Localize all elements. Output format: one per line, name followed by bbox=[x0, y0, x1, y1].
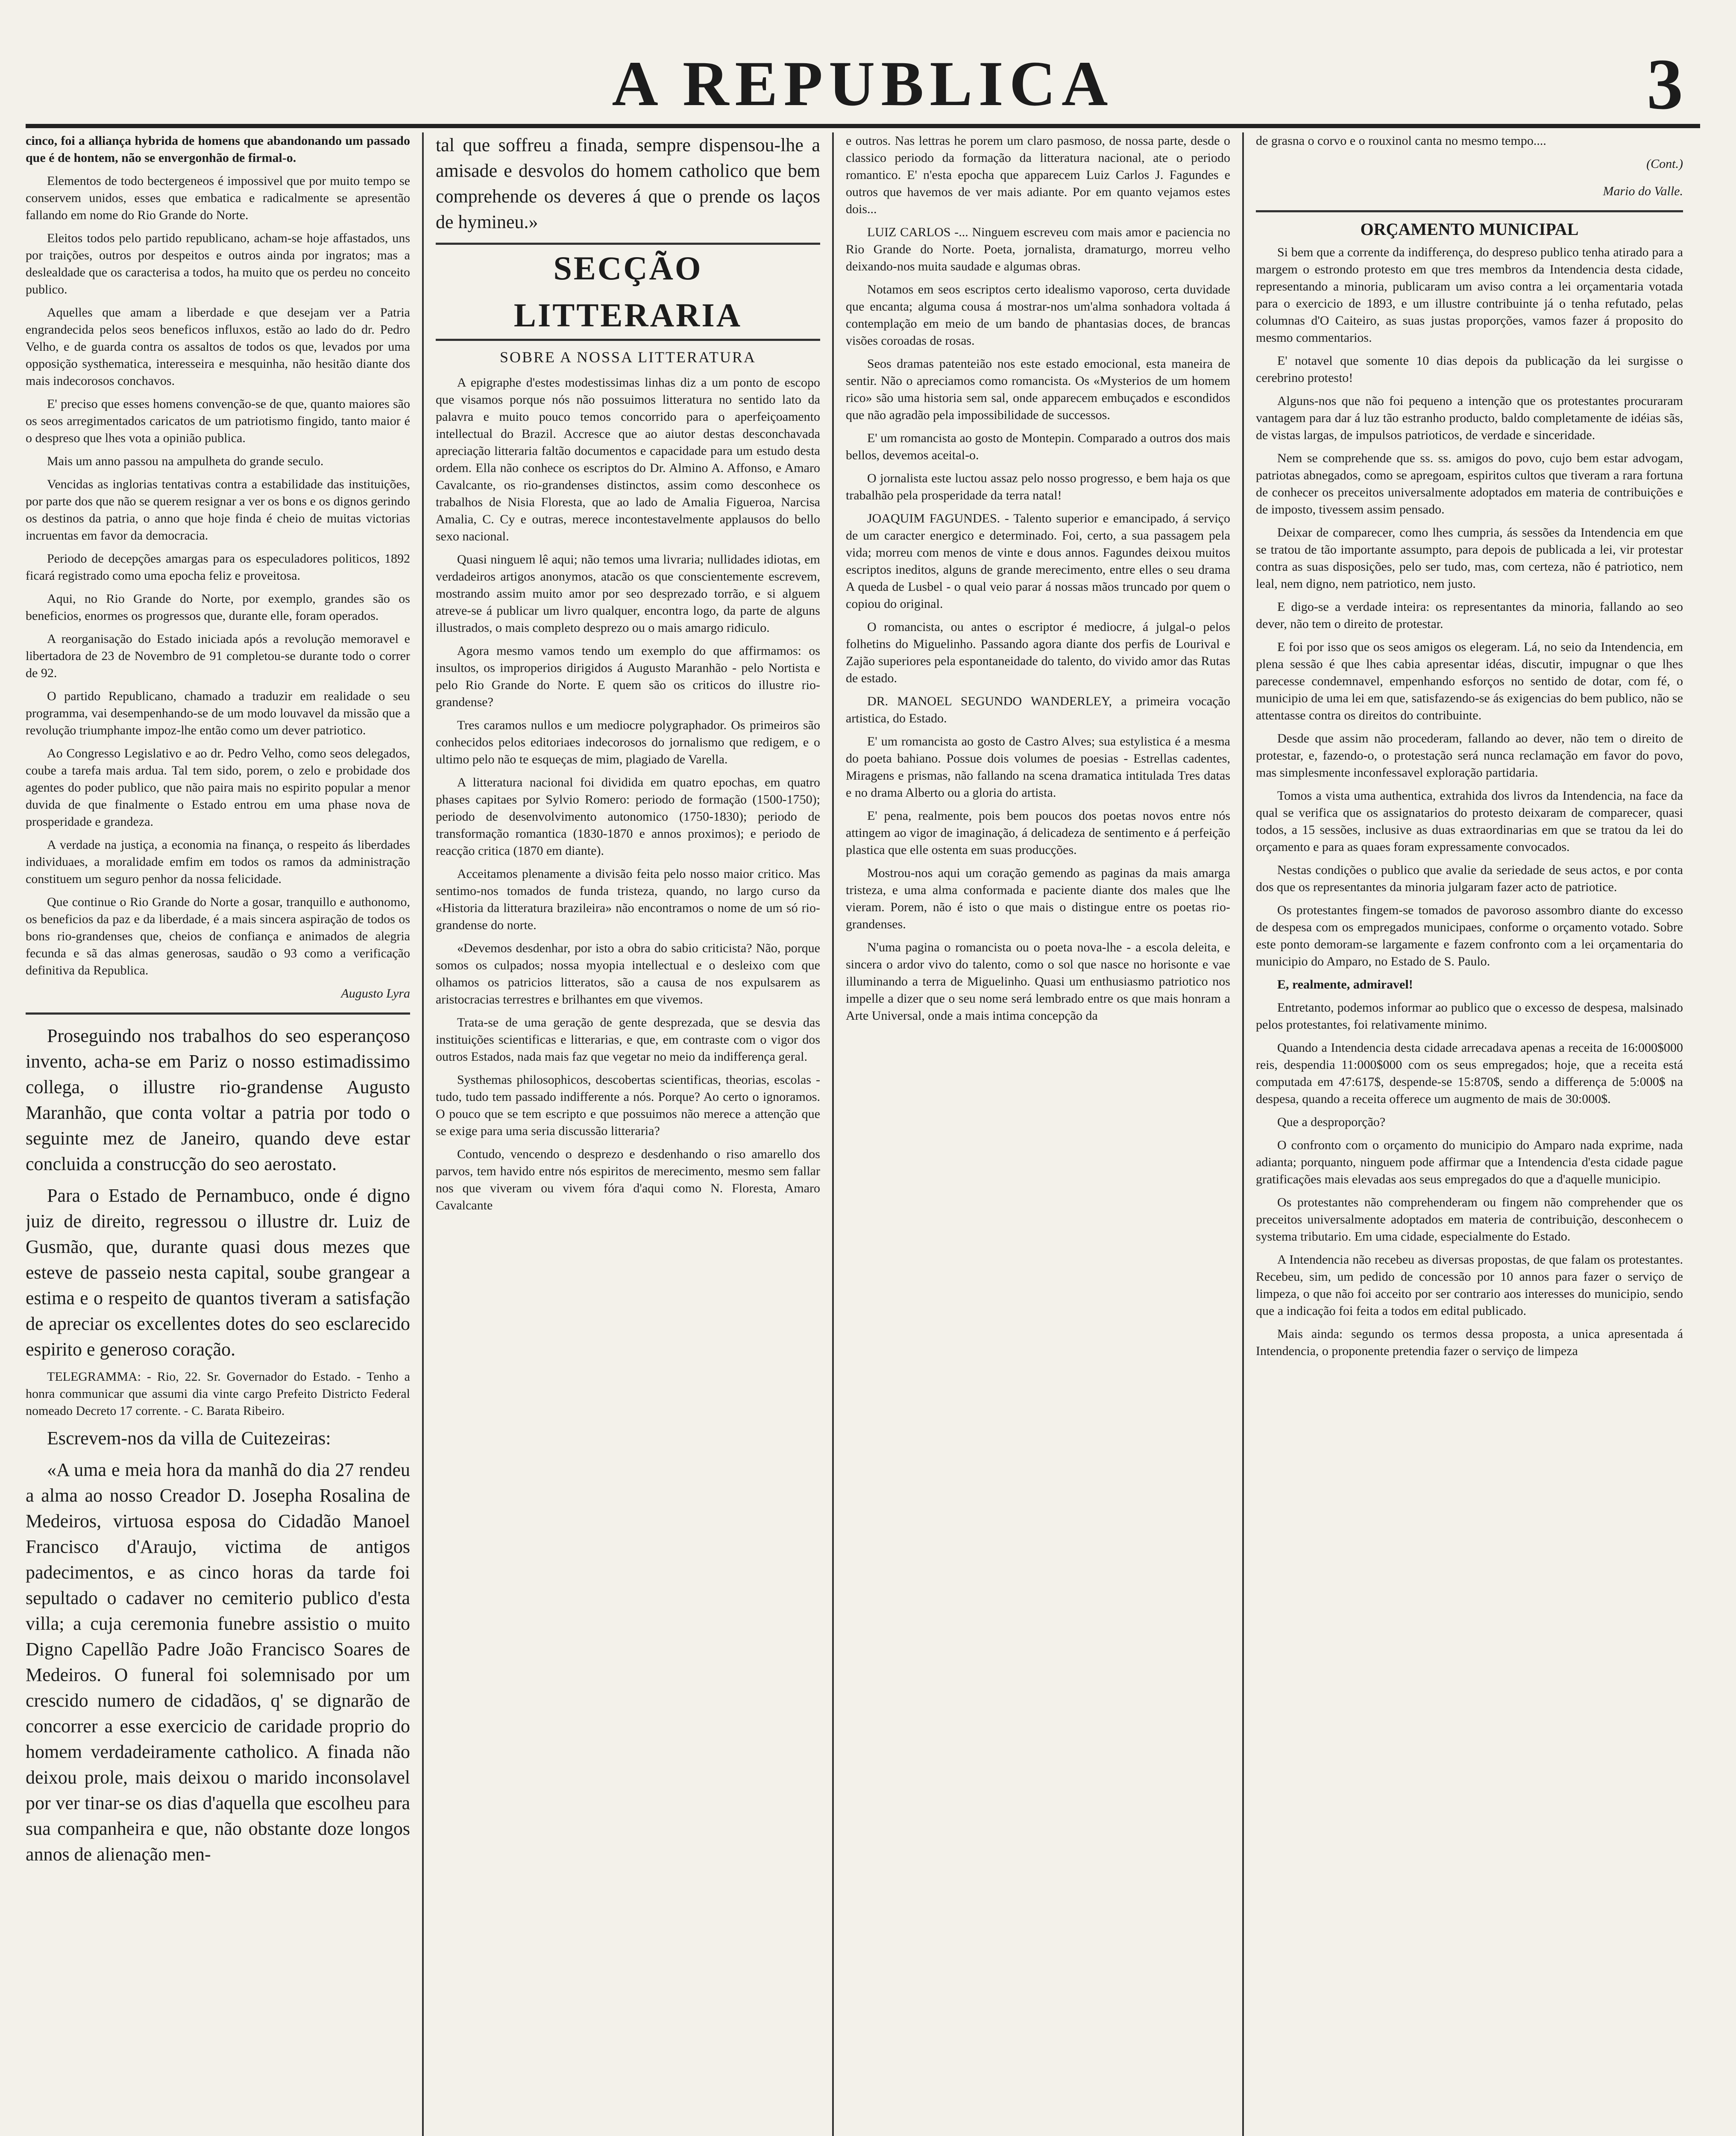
paragraph: Tomos a vista uma authentica, extrahida dos livros da Intendencia, na face da qual se verifica que os assignatarios do protesto deixaram de comparecer, quasi todos, a 15 sessões, inclusive as duas extraordinarias em que se tratou da lei do orçamento e para as quaes foram expressamente convocados. bbox=[1256, 789, 1683, 854]
paragraph: Mais ainda: segundo os termos dessa proposta, a unica apresentada á Intendencia, o proponente pretendia fazer o serviço de limpeza bbox=[1256, 1327, 1683, 1358]
divider bbox=[1256, 210, 1683, 212]
paragraph: Periodo de decepções amargas para os especuladores politicos, 1892 ficará registrado como uma epocha feliz e proveitosa. bbox=[26, 552, 410, 583]
paragraph: Desde que assim não procederam, fallando ao dever, não tem o direito de protestar, e, fazendo-o, o protestação será nunca reclamação em favor do povo, mas simplesmente inconfessavel exploração partidaria. bbox=[1256, 731, 1683, 780]
paragraph: E, realmente, admiravel! bbox=[1277, 977, 1413, 992]
paragraph: Quando a Intendencia desta cidade arrecadava apenas a receita de 16:000$000 reis, despendia 11:000$000 com os seus empregados; hoje, que a receita está computada em 47:617$, despende-se 15:870$, sendo a differença de 5:000$ na despesa, quando a receita offerece um augmento de mais de 30:000$. bbox=[1256, 1041, 1683, 1106]
paragraph: E' pena, realmente, pois bem poucos dos poetas novos entre nós attingem ao vigor de imaginação, á delicadeza de sentimento e á perfeição plastica que elle ostenta em suas producções. bbox=[846, 809, 1230, 857]
newspaper-title: A REPUBLICA bbox=[612, 48, 1114, 119]
paragraph: Eleitos todos pelo partido republicano, acham-se hoje affastados, uns por traições, outros por despeitos e outros ainda por ingratos; mas a deslealdade que os caracterisa a todos, ha muito que os perdeu no conceito publico. bbox=[26, 231, 410, 296]
paragraph: A epigraphe d'estes modestissimas linhas diz a um ponto de escopo que visamos porque nós não possuimos litteratura no sentido lato da palavra e muito pouco temos concorrido para o aperfeiçoamento intellectual do Brazil. Accresce que ao aiutor destas desconchavada apreciação litteraria faltão documentos e capacidade para um estudo desta ordem. Ella não conhece os escriptos do Dr. Almino A. Affonso, e Amaro Cavalcante, os rio-grandenses distinctos, assim como desconhece os trabalhos de Nisia Floresta, que ao lado de Amalia Figueroa, Narcisa Amalia, C. Cy e outras, merece incontestavelmente applausos do bello sexo nacional. bbox=[436, 376, 820, 543]
paragraph: E' um romancista ao gosto de Montepin. Comparado a outros dos mais bellos, devemos aceital-o. bbox=[846, 431, 1230, 462]
paragraph: Deixar de comparecer, como lhes cumpria, ás sessões da Intendencia em que se tratou de tão importante assumpto, para depois de publicada a lei, vir protestar contra as suas disposições, pelo ser tudo, mas, com certeza, não é patriotico, nem leal, nem digno, nem patriotico, nem justo. bbox=[1256, 525, 1683, 591]
paragraph: E' notavel que somente 10 dias depois da publicação da lei surgisse o cerebrino protesto! bbox=[1256, 354, 1683, 385]
paragraph: Nem se comprehende que ss. ss. amigos do povo, cujo bem estar advogam, patriotas abnegados, como se apregoam, espiritos cultos que tiveram a rara fortuna de conhecer os preceitos universalmente adoptados em materia de contribuições e de imposto, tivessem assim pensado. bbox=[1256, 451, 1683, 516]
paragraph: Alguns-nos que não foi pequeno a intenção que os protestantes procuraram vantagem para dar á luz tão estranho producto, baldo completamente de idéias sãs, de vistas largas, de impulsos patrioticos, de verdade e sinceridade. bbox=[1256, 394, 1683, 442]
paragraph: A reorganisação do Estado iniciada após a revolução memoravel e libertadora de 23 de Novembro de 91 completou-se durante todo o correr de 92. bbox=[26, 632, 410, 680]
article-columns bbox=[26, 132, 1700, 2136]
paragraph: Que continue o Rio Grande do Norte a gosar, tranquillo e authonomo, os beneficios da paz e da liberdade, é a mais sincera aspiração de todos os bons rio-grandenses que, cheios de confiança e animados de alegria fecunda e sã das almas generosas, saudão o 93 como a verificação definitiva da Republica. bbox=[26, 895, 410, 977]
paragraph: LUIZ CARLOS -... Ninguem escreveu com mais amor e paciencia no Rio Grande do Norte. Poeta, jornalista, dramaturgo, morreu velho deixando-nos muita saudade e algumas obras. bbox=[846, 225, 1230, 273]
paragraph: Systhemas philosophicos, descobertas scientificas, theorias, escolas - tudo, tudo tem passado indifferente a nós. Porque? Ao certo o ignoramos. O pouco que se tem escripto e que possuimos não merece a attenção que se exige para uma seria discussão litteraria? bbox=[436, 1073, 820, 1138]
paragraph: E' um romancista ao gosto de Castro Alves; sua estylistica é a mesma do poeta bahiano. Possue dois volumes de poesias - Estrellas cadentes, Miragens e prismas, não fallando na scena dramatica intitulada Tres datas e no drama Alberto ou a gloria do artista. bbox=[846, 734, 1230, 800]
paragraph: e outros. Nas lettras he porem um claro pasmoso, de nossa parte, desde o classico periodo da formação da litteratura nacional, ate o periodo romantico. E' n'esta epocha que apparecem Luiz Carlos J. Fagundes e outros que havemos de ver mais adiante. Por em quanto vejamos estes dois... bbox=[846, 134, 1230, 216]
paragraph: Notamos em seos escriptos certo idealismo vaporoso, certa duvidade que encanta; alguma cousa á mostrar-nos um'alma sonhadora voltada á contemplação em meio de um bando de phantasias doces, de brancas visões coroadas de rosas. bbox=[846, 282, 1230, 348]
paragraph: Entretanto, podemos informar ao publico que o excesso de despesa, malsinado pelos protestantes, foi relativamente minimo. bbox=[1256, 1001, 1683, 1032]
paragraph: Seos dramas patenteião nos este estado emocional, esta maneira de sentir. Não o apreciamos como romancista. Os «Mysterios de um homem rico» são uma historia sem sal, onde apparecem embuçados e escondidos que não agradão pela impossibilidade de successos. bbox=[846, 357, 1230, 422]
paragraph: E digo-se a verdade inteira: os representantes da minoria, fallando ao seo dever, não tem o direito de protestar. bbox=[1256, 600, 1683, 631]
paragraph: A verdade na justiça, a economia na finança, o respeito ás liberdades individuaes, a moralidade emfim em todos os ramos da administração constituem um seguro penhor da nossa felicidade. bbox=[26, 838, 410, 886]
column-rule bbox=[422, 132, 424, 2136]
paragraph: Tres caramos nullos e um mediocre polygraphador. Os primeiros são conhecidos pelos editoriaes indecorosos do jornalismo que redigem, e o ultimo pelo não te esqueças de mim, plagiado de Varella. bbox=[436, 718, 820, 766]
article-subtitle: SOBRE A NOSSA LITTERATURA bbox=[499, 349, 757, 366]
signature: Mario do Valle. bbox=[1603, 184, 1683, 198]
paragraph: Acceitamos plenamente a divisão feita pelo nosso maior critico. Mas sentimo-nos tomados de funda tristeza, quando, no largo curso da «Historia da litteratura brazileira» não encontramos o nome de um só rio-grandense do norte. bbox=[436, 867, 820, 932]
paragraph: Nestas condições o publico que avalie da seriedade de seus actos, e por conta dos que os representantes da minoria julgaram fazer acto de patriotice. bbox=[1256, 863, 1683, 894]
page-number: 3 bbox=[1647, 44, 1683, 124]
paragraph: Os protestantes não comprehenderam ou fingem não comprehender que os preceitos universalmente adoptados em materia de contribuição, desconhecem o systema tributario. Em uma cidade, especialmente do Estado. bbox=[1256, 1195, 1683, 1244]
column-1 bbox=[26, 132, 410, 2136]
masthead-bar bbox=[26, 17, 1700, 128]
paragraph: O confronto com o orçamento do municipio do Amparo nada exprime, nada adianta; porquanto, ninguem pode affirmar que a Intendencia d'esta cidade pague gratificações mais elevadas aos seus empregados do que a d'aquelle municipio. bbox=[1256, 1138, 1683, 1186]
paragraph: de grasna o corvo e o rouxinol canta no mesmo tempo.... bbox=[1256, 134, 1546, 148]
paragraph: Si bem que a corrente da indifferença, do despreso publico tenha atirado para a margem o estrondo protesto em que tres membros da Intendencia desta cidade, representando a minoria, publicaram um aviso contra a lei orçamentaria votada para o exercicio de 1893, e um illustre contribuinte já o tenha refutado, pelas columnas d'O Caiteiro, as suas justas proporções, vamos fazer á proposito do mesmo commentarios. bbox=[1256, 245, 1683, 345]
paragraph: Os protestantes fingem-se tomados de pavoroso assombro diante do excesso de despesa com os empregados municipaes, conforme o orçamento votado. Sobre este ponto demoram-se largamente e fazem confronto com a lei orçamentaria do municipio do Amparo, no Estado de S. Paulo. bbox=[1256, 903, 1683, 968]
paragraph: E foi por isso que os seos amigos os elegeram. Lá, no seio da Intendencia, em plena sessão é que lhes cabia apresentar idéas, discutir, impugnar o que lhes parecesse condemnavel, empenhando esforços no sentido de dotar, com fé, o municipio de uma lei em que, satisfazendo-se ás exigencias do bem publico, não se attentasse contra os direitos do contribuinte. bbox=[1256, 640, 1683, 722]
column-rule bbox=[1242, 132, 1244, 2136]
paragraph: Contudo, vencendo o desprezo e desdenhando o riso amarello dos parvos, tem havido entre nós espiritos de merecimento, mesmo sem fallar nos que viveram ou vivem fóra d'aqui como N. Floresta, Amaro Cavalcante bbox=[436, 1147, 820, 1212]
news-item: Escrevem-nos da villa de Cuitezeiras: bbox=[47, 1428, 331, 1449]
paragraph: Elementos de todo bectergeneos é impossivel que por muito tempo se conservem unidos, esses que embatica e radicalmente se apresentão fallando em nome do Rio Grande do Norte. bbox=[26, 174, 410, 222]
column-2 bbox=[436, 132, 820, 2136]
article-heading: ORÇAMENTO MUNICIPAL bbox=[1360, 220, 1579, 239]
continuation-note: (Cont.) bbox=[1646, 157, 1683, 171]
paragraph: cinco, foi a alliança hybrida de homens que abandonando um passado que é de hontem, não se envergonhão de firmal-o. bbox=[26, 134, 410, 165]
paragraph: DR. MANOEL SEGUNDO WANDERLEY, a primeira vocação artistica, do Estado. bbox=[846, 694, 1230, 725]
paragraph: Mais um anno passou na ampulheta do grande seculo. bbox=[47, 454, 324, 468]
column-4 bbox=[1256, 132, 1683, 2136]
news-item: Proseguindo nos trabalhos do seo esperançoso invento, acha-se em Pariz o nosso estimadissimo collega, o illustre rio-grandense Augusto Maranhão, que conta voltar a patria por todo o seguinte mez de Janeiro, quando deve estar concluida a construcção do seo aerostato. bbox=[26, 1025, 410, 1174]
paragraph: A Intendencia não recebeu as diversas propostas, de que falam os protestantes. Recebeu, sim, um pedido de concessão por 10 annos para fazer o serviço de limpeza, o que não foi acceito por ser contrario aos interesses do municipio, sendo que a indicação foi feita a todos em edital publicado. bbox=[1256, 1253, 1683, 1318]
column-rule bbox=[832, 132, 834, 2136]
paragraph: Ao Congresso Legislativo e ao dr. Pedro Velho, como seos delegados, coube a tarefa mais ardua. Tal tem sido, porem, o zelo e probidade dos agentes do poder publico, que não paira mais no espirito popular a menor duvida de que finalmente o Estado entrou em uma phase nova de prosperidade e grandeza. bbox=[26, 746, 410, 829]
signature: Augusto Lyra bbox=[341, 986, 410, 1001]
paragraph: O romancista, ou antes o escriptor é mediocre, á julgal-o pelos folhetins do Miguelinho. Passando agora diante dos perfis de Lourival e Zajão superiores pela espontaneidade do talento, do vivido amor das Rutas de estado. bbox=[846, 620, 1230, 685]
section-title: SECÇÃO LITTERARIA bbox=[436, 243, 820, 341]
paragraph: JOAQUIM FAGUNDES. - Talento superior e emancipado, á serviço de um caracter energico e determinado. Foi, certo, a sua passagem pela vida; morreu com menos de vinte e dous annos. Fagundes deixou muitos escriptos ineditos, alguns de grande merecimento, entre elles o seu drama A queda de Lusbel - o qual veio parar á nossas mãos truncado por quem o copiou do original. bbox=[846, 511, 1230, 611]
paragraph: Mostrou-nos aqui um coração gemendo as paginas da mais amarga tristeza, e uma alma conformada e paciente diante dos males que lhe vieram. Porem, não é isto o que mais o distingue entre os poetas rio-grandenses. bbox=[846, 866, 1230, 931]
paragraph: Quasi ninguem lê aqui; não temos uma livraria; nullidades idiotas, em verdadeiros artigos anonymos, atacão os que conscientemente escrevem, mostrando assim muito amor por seo desprezado torrão, e si alguem atreve-se á publicar um livro qualquer, encontra logo, da parte de alguns illustrados, o mais completo desprezo ou o mais amargo ridiculo. bbox=[436, 552, 820, 635]
divider bbox=[26, 1012, 410, 1015]
paragraph: Aquelles que amam a liberdade e que desejam ver a Patria engrandecida pelos seos beneficos influxos, estão ao lado do dr. Pedro Velho, e de guarda contra os assaltos de todos os que, levados por uma opposição systhematica, interesseira e mesquinha, não hesitão diante dos mais indecorosos conchavos. bbox=[26, 305, 410, 388]
paragraph: Que a desproporção? bbox=[1277, 1115, 1386, 1129]
paragraph: N'uma pagina o romancista ou o poeta nova-lhe - a escola deleita, e sincera o ardor vivo do talento, como o sol que nasce no horisonte e vae illuminando a terra de Miguelinho. Quasi um enthusiasmo patriotico nos impelle a dizer que o seu nome será lembrado entre os que mais honram a Arte Universal, onde a mais intima concepção da bbox=[846, 940, 1230, 1023]
paragraph: Vencidas as inglorias tentativas contra a estabilidade das instituições, por parte dos que não se querem resignar a ver os bons e os dignos gerindo os destinos da patria, o anno que hoje finda é cheio de muitas victorias incruentas em favor da democracia. bbox=[26, 477, 410, 543]
paragraph: Agora mesmo vamos tendo um exemplo do que affirmamos: os insultos, os improperios dirigidos á Augusto Maranhão - pelo Nortista e pelo Rio Grande do Norte. E quem são os criticos do illustre rio-grandense? bbox=[436, 644, 820, 709]
paragraph: «Devemos desdenhar, por isto a obra do sabio criticista? Não, porque somos os culpados; nossa myopia intellectual e o desleixo com que olhamos os patricios litteratos, são a causa de nos expulsarem as aristocracias terrestres e brilhantes em que vivemos. bbox=[436, 941, 820, 1006]
news-item: tal que soffreu a finada, sempre dispensou-lhe a amisade e desvolos do homem catholico que bem comprehende os deveres á que o prende os laços de hymineu.» bbox=[436, 135, 820, 232]
news-item: Para o Estado de Pernambuco, onde é digno juiz de direito, regressou o illustre dr. Luiz de Gusmão, que, durante quasi dous mezes que esteve de passeio nesta capital, soube grangear a estima e o respeito de quantos tiveram a satisfação de apreciar os excellentes dotes do seo esclarecido espirito e generoso coração. bbox=[26, 1185, 410, 1360]
column-3 bbox=[846, 132, 1230, 2136]
paragraph: A litteratura nacional foi dividida em quatro epochas, em quatro phases capitaes por Sylvio Romero: periodo de formação (1500-1750); periodo de desenvolvimento autonomico (1750-1830); periodo de transformação romantica (1830-1870 e annos proximos); e periodo de reacção critica (1870 em diante). bbox=[436, 775, 820, 858]
paragraph: O jornalista este luctou assaz pelo nosso progresso, e bem haja os que trabalhão pela prosperidade da terra natal! bbox=[846, 471, 1230, 502]
paragraph: Trata-se de uma geração de gente desprezada, que se desvia das instituições scientificas e litterarias, e que, em contraste com o vigor dos outros Estados, nada mais faz que vegetar no meio da indifferença geral. bbox=[436, 1015, 820, 1064]
paragraph: O partido Republicano, chamado a traduzir em realidade o seu programma, vai desempenhando-se de um modo louvavel da missão que a revolução triumphante impoz-lhe então como um dever patriotico. bbox=[26, 689, 410, 737]
news-item: «A uma e meia hora da manhã do dia 27 rendeu a alma ao nosso Creador D. Josepha Rosalina de Medeiros, virtuosa esposa do Cidadão Manoel Francisco d'Araujo, victima de antigos padecimentos, e as cinco horas da tarde foi sepultado o cadaver no cemiterio publico d'esta villa; a cuja ceremonia funebre assistio o muito Digno Capellão Padre João Francisco Soares de Medeiros. O funeral foi solemnisado por um crescido numero de cidadãos, q' se dignarão de concorrer a esse exercicio de caridade proprio do homem verdadeiramente catholico. A finada não deixou prole, mais deixou o marido inconsolavel por ver tinar-se os dias d'aquella que escolheu para sua companheira e que, não obstante doze longos annos de alienação men- bbox=[26, 1459, 410, 1865]
telegram: TELEGRAMMA: - Rio, 22. Sr. Governador do Estado. - Tenho a honra communicar que assumi dia vinte cargo Prefeito Districto Federal nomeado Decreto 17 corrente. - C. Barata Ribeiro. bbox=[26, 1370, 410, 1418]
paragraph: E' preciso que esses homens convenção-se de que, quanto maiores são os seos arregimentados caricatos de um patriotismo fingido, tanto maior é o despreso que lhes vota a opinião publica. bbox=[26, 397, 410, 445]
paragraph: Aqui, no Rio Grande do Norte, por exemplo, grandes são os beneficios, enormes os progressos que, durante elle, foram operados. bbox=[26, 592, 410, 623]
